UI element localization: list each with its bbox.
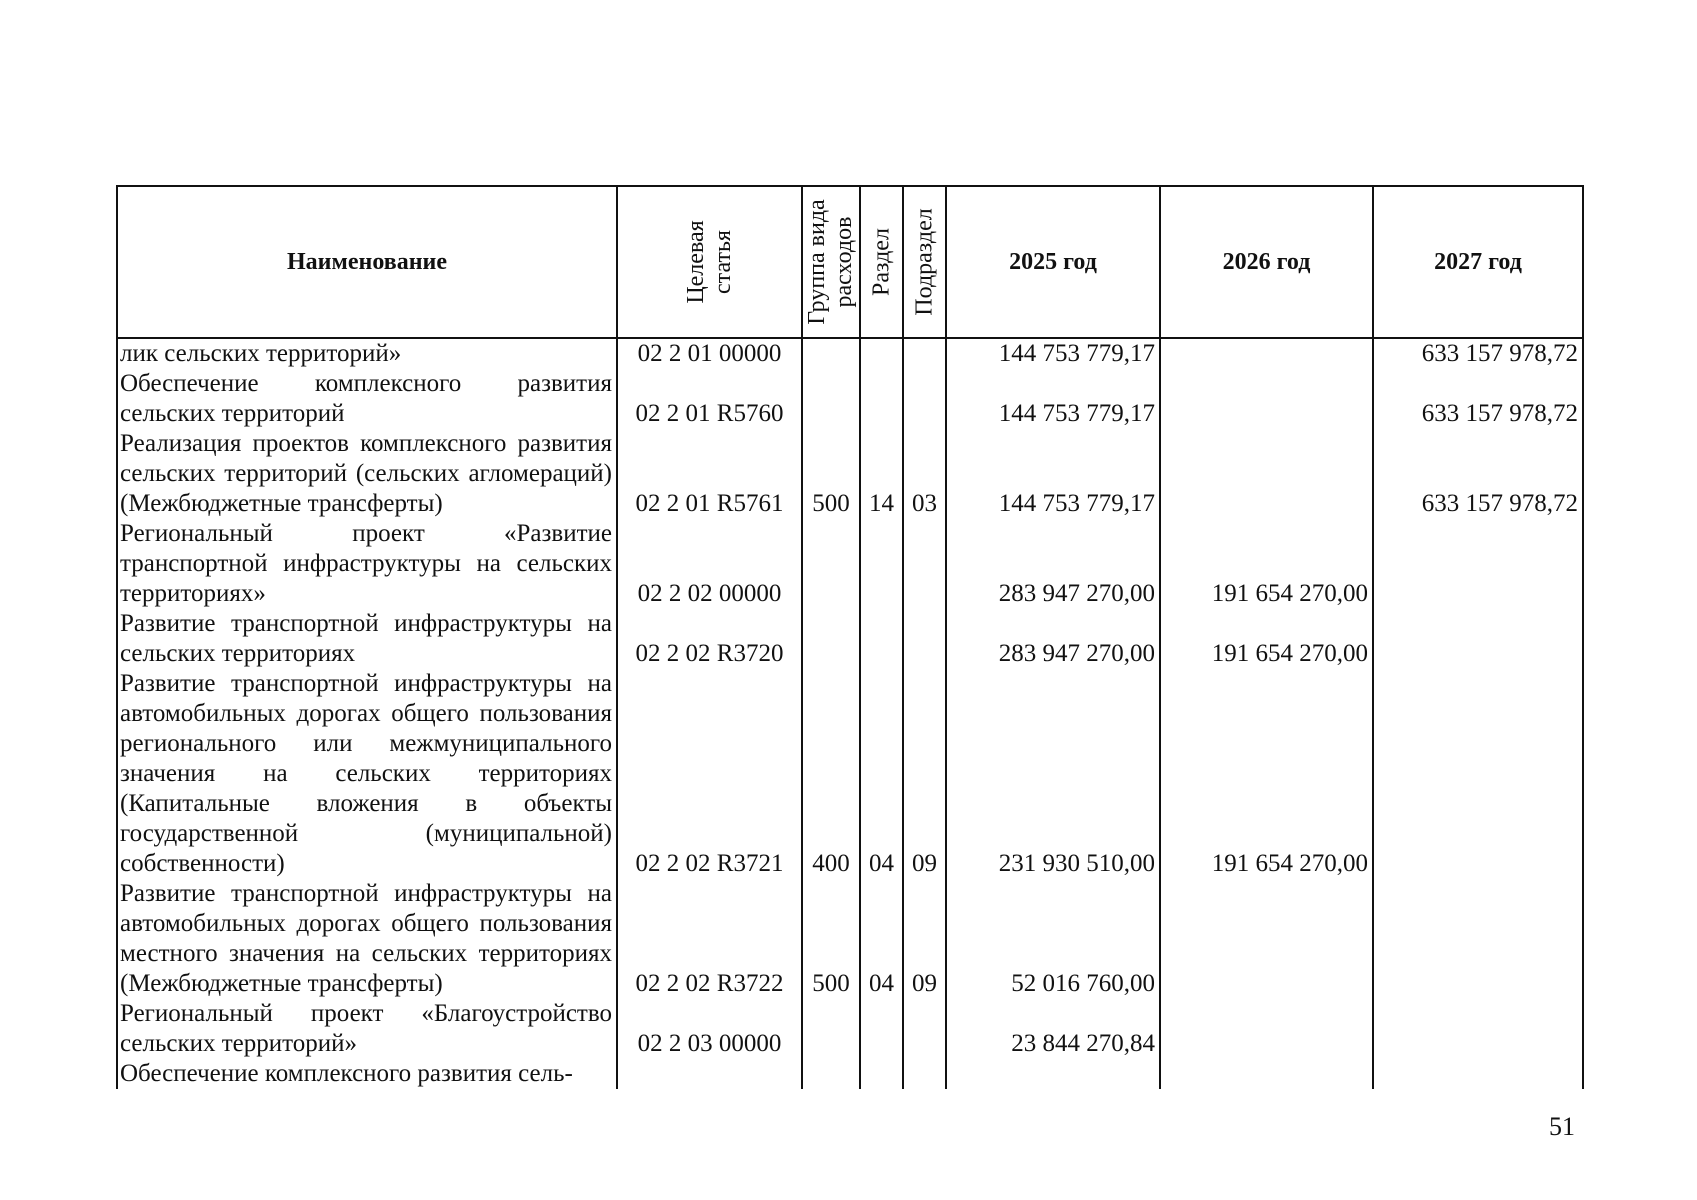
row-2025: 231 930 510,00 [946, 669, 1160, 879]
row-code: 02 2 02 R3721 [617, 669, 802, 879]
row-name: Развитие транспортной инфраструктуры на автомобильных дорогах общего пользования местного значения на сельских территориях (Межбюджетные трансферты) [117, 879, 617, 999]
row-2027: 633 157 978,72 [1373, 338, 1583, 369]
row-2027 [1373, 1059, 1583, 1089]
header-expense-group-text: Группа вида расходов [804, 199, 857, 325]
row-group [802, 609, 860, 669]
row-2026: 191 654 270,00 [1160, 519, 1373, 609]
row-group: 500 [802, 879, 860, 999]
row-2025: 144 753 779,17 [946, 369, 1160, 429]
table-row [117, 338, 1583, 369]
header-name: Наименование [117, 186, 617, 338]
row-2027: 633 157 978,72 [1373, 429, 1583, 519]
row-name: Развитие транспортной инфраструктуры на автомобильных дорогах общего пользования регионального или межмуниципального значения на сельских территориях (Капитальные вложения в объекты государственной (муниципальной) собственности) [117, 669, 617, 879]
row-2026 [1160, 429, 1373, 519]
row-name: Реализация проектов комплексного развития сельских территорий (сельских агломераций) (Межбюджетные трансферты) [117, 429, 617, 519]
row-group: 500 [802, 429, 860, 519]
row-group [802, 1059, 860, 1089]
row-2026: 191 654 270,00 [1160, 669, 1373, 879]
table-row [117, 1059, 1583, 1089]
row-name: Обеспечение комплексного развития сельских территорий [117, 369, 617, 429]
row-2026 [1160, 338, 1373, 369]
table-row [117, 669, 1583, 879]
row-2026 [1160, 999, 1373, 1059]
row-group: 400 [802, 669, 860, 879]
row-2025: 144 753 779,17 [946, 429, 1160, 519]
row-subsection [903, 338, 946, 369]
row-code: 02 2 02 R3720 [617, 609, 802, 669]
row-2026 [1160, 879, 1373, 999]
row-2027 [1373, 879, 1583, 999]
row-2027 [1373, 669, 1583, 879]
row-subsection: 09 [903, 669, 946, 879]
row-group [802, 369, 860, 429]
row-2027 [1373, 999, 1583, 1059]
row-2027 [1373, 609, 1583, 669]
row-group [802, 999, 860, 1059]
row-2025: 283 947 270,00 [946, 609, 1160, 669]
table-row [117, 519, 1583, 609]
row-name: Региональный проект «Развитие транспортной инфраструктуры на сельских территориях» [117, 519, 617, 609]
row-section [860, 1059, 903, 1089]
row-subsection [903, 519, 946, 609]
row-subsection: 03 [903, 429, 946, 519]
row-2025: 144 753 779,17 [946, 338, 1160, 369]
row-2027 [1373, 519, 1583, 609]
table-row [117, 369, 1583, 429]
header-target-article [617, 186, 802, 338]
header-target-article-text: Целевая статья [682, 220, 736, 304]
row-section [860, 338, 903, 369]
table-header [117, 186, 1583, 338]
table-row [117, 999, 1583, 1059]
row-subsection [903, 609, 946, 669]
row-code: 02 2 01 R5760 [617, 369, 802, 429]
header-section [860, 186, 903, 338]
page-number: 51 [1549, 1112, 1575, 1141]
row-2025: 283 947 270,00 [946, 519, 1160, 609]
row-2026 [1160, 1059, 1373, 1089]
table-row [117, 429, 1583, 519]
row-name: Региональный проект «Благоустройство сельских территорий» [117, 999, 617, 1059]
row-subsection [903, 369, 946, 429]
header-year-2025: 2025 год [946, 186, 1160, 338]
row-name: Развитие транспортной инфраструктуры на сельских территориях [117, 609, 617, 669]
budget-table [116, 185, 1584, 1089]
table-row [117, 879, 1583, 999]
row-code [617, 1059, 802, 1089]
row-code: 02 2 03 00000 [617, 999, 802, 1059]
row-code: 02 2 01 R5761 [617, 429, 802, 519]
row-code: 02 2 02 00000 [617, 519, 802, 609]
row-section: 14 [860, 429, 903, 519]
table-body [117, 338, 1583, 1089]
row-code: 02 2 02 R3722 [617, 879, 802, 999]
row-2027: 633 157 978,72 [1373, 369, 1583, 429]
header-subsection [903, 186, 946, 338]
row-section [860, 999, 903, 1059]
row-name: Обеспечение комплексного развития сель- [117, 1059, 617, 1089]
header-expense-group [802, 186, 860, 338]
row-section: 04 [860, 879, 903, 999]
row-2025: 23 844 270,84 [946, 999, 1160, 1059]
row-section [860, 369, 903, 429]
header-section-text: Раздел [868, 228, 894, 296]
header-year-2027: 2027 год [1373, 186, 1583, 338]
row-2026: 191 654 270,00 [1160, 609, 1373, 669]
row-2025: 52 016 760,00 [946, 879, 1160, 999]
row-group [802, 519, 860, 609]
row-group [802, 338, 860, 369]
row-subsection [903, 1059, 946, 1089]
row-subsection [903, 999, 946, 1059]
row-name: лик сельских территорий» [117, 338, 617, 369]
row-2026 [1160, 369, 1373, 429]
header-subsection-text: Подраздел [911, 208, 937, 316]
row-section: 04 [860, 669, 903, 879]
header-year-2026: 2026 год [1160, 186, 1373, 338]
table-row [117, 609, 1583, 669]
row-code: 02 2 01 00000 [617, 338, 802, 369]
row-section [860, 609, 903, 669]
row-section [860, 519, 903, 609]
row-2025 [946, 1059, 1160, 1089]
row-subsection: 09 [903, 879, 946, 999]
